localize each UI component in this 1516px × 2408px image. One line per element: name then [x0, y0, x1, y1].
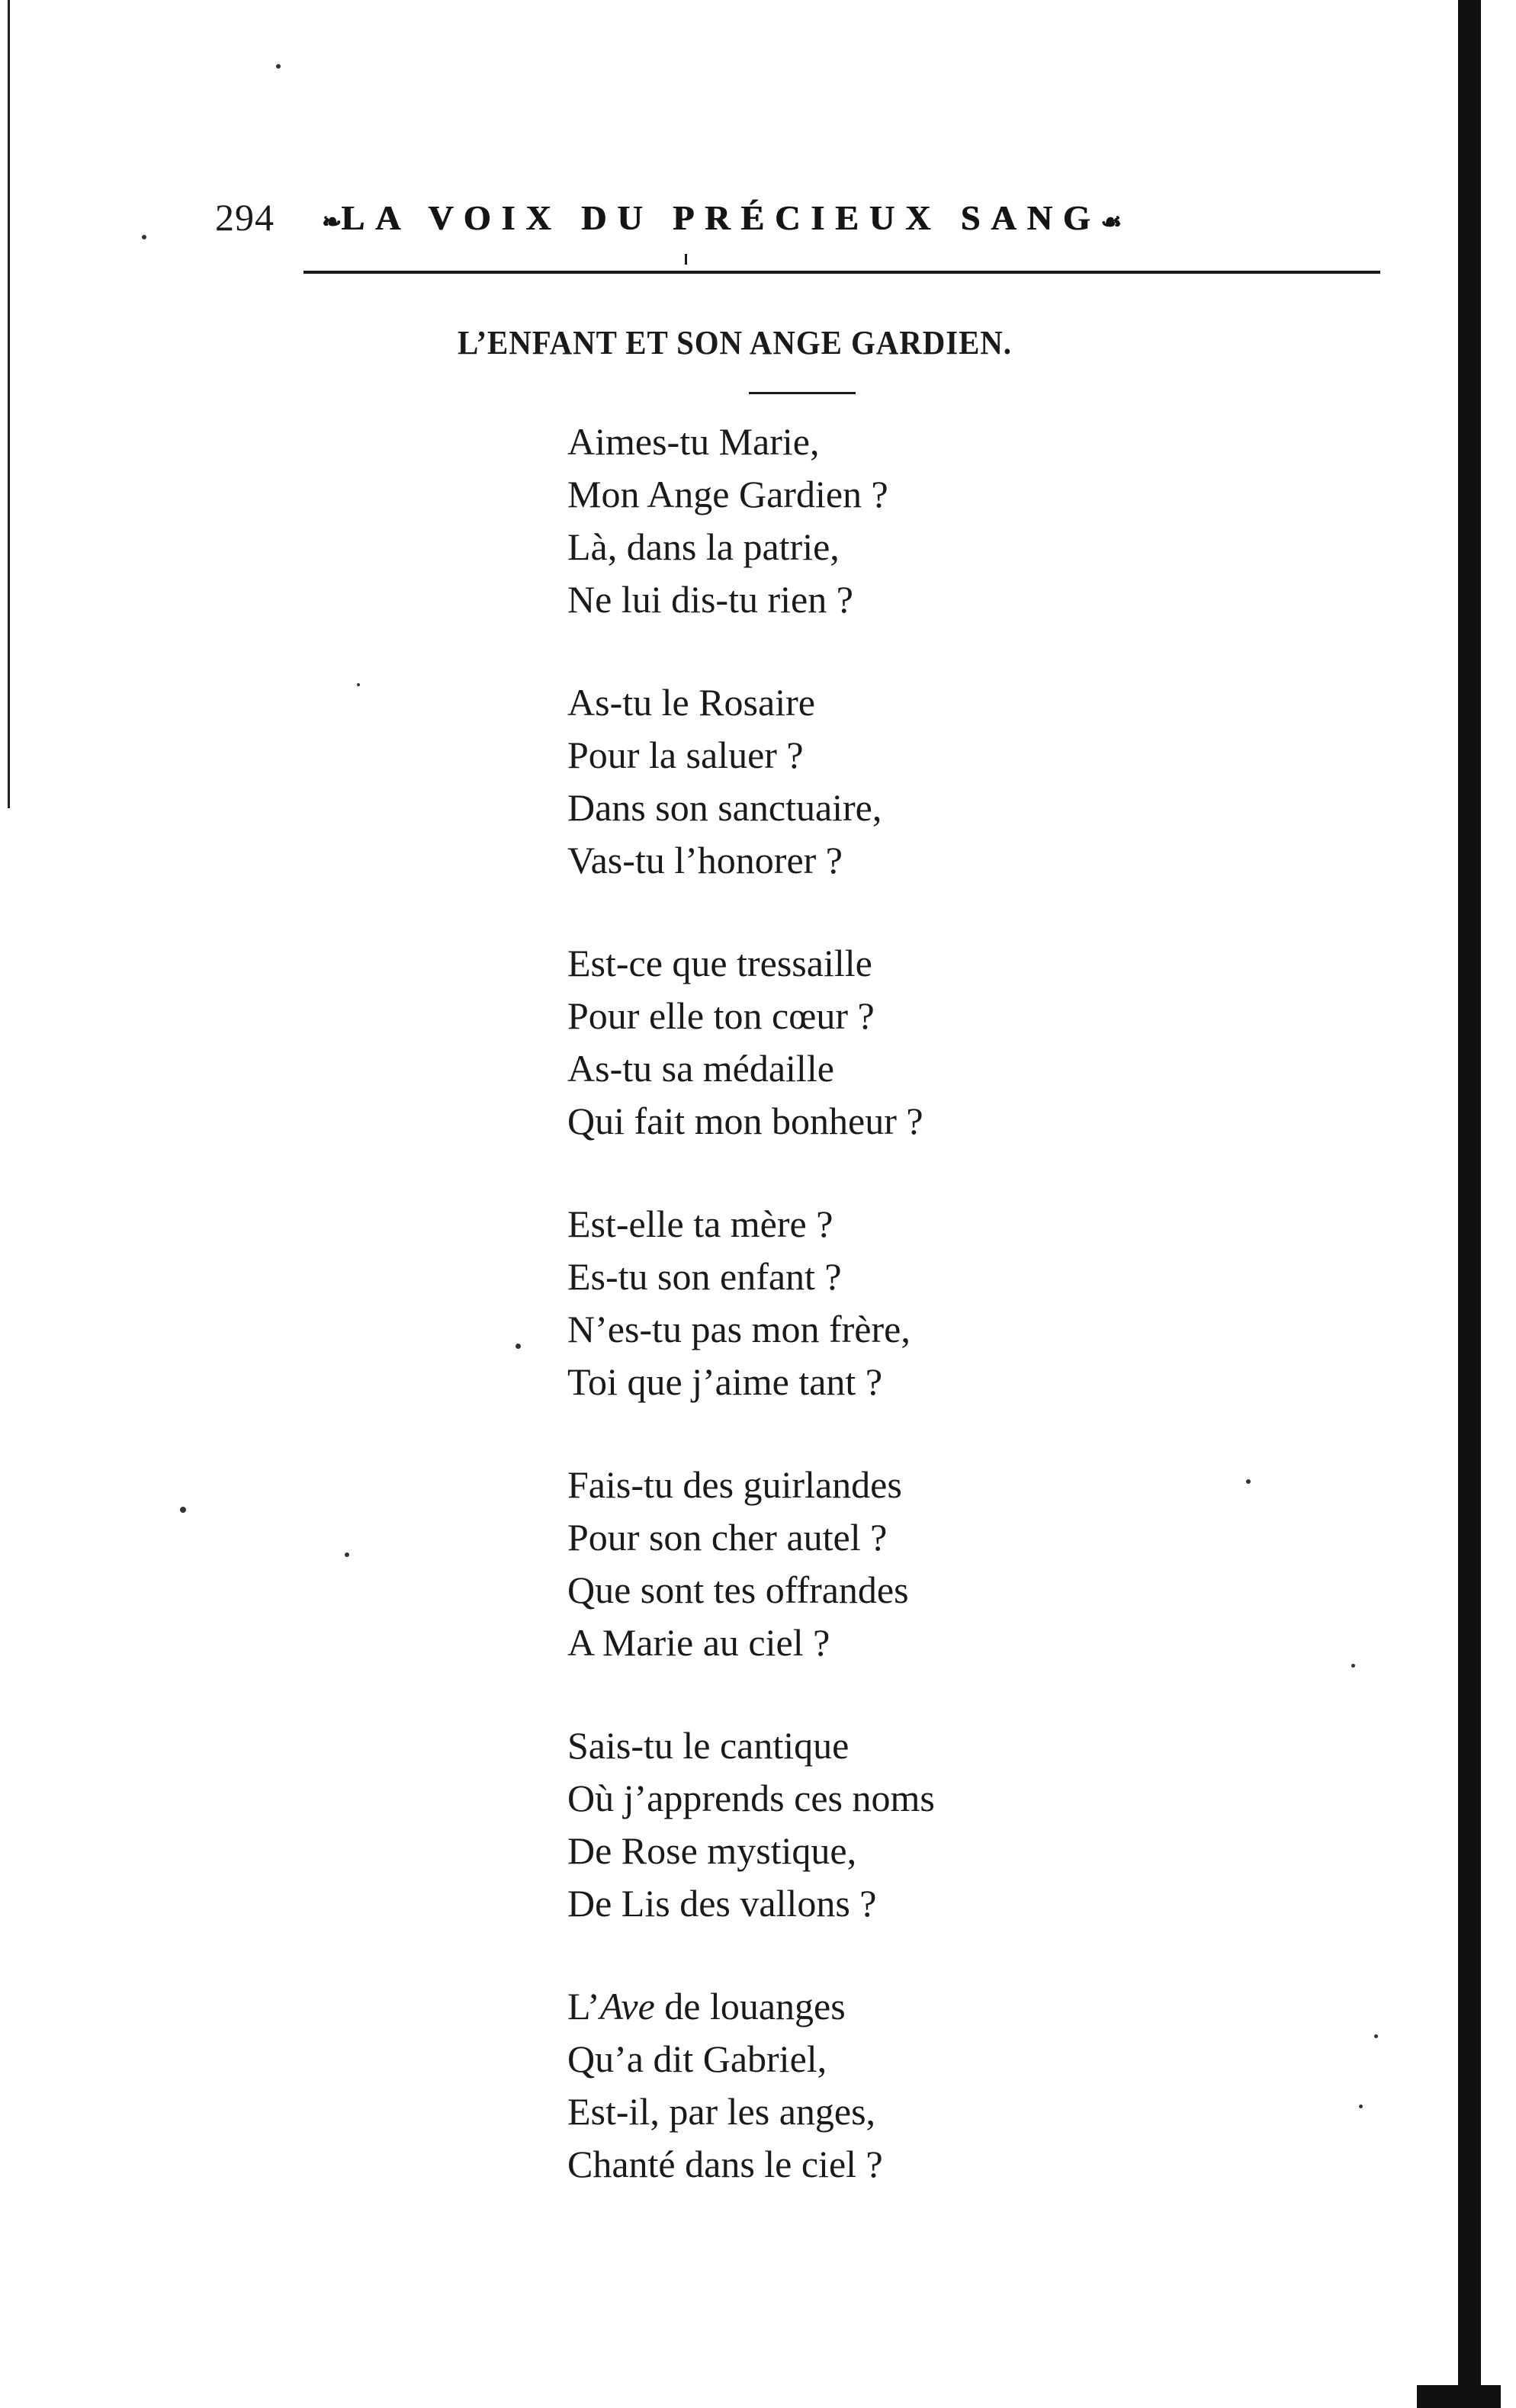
stanza: [567, 1980, 1254, 2191]
stanza: [567, 1719, 1254, 1930]
page-number: 294: [215, 196, 275, 239]
verse-line: Est-ce que tressaille: [567, 942, 872, 984]
verse-line: Vas-tu l’honorer ?: [567, 839, 843, 881]
scan-speck: [516, 1344, 521, 1349]
title-rule: [749, 392, 856, 394]
scan-speck: [1351, 1664, 1355, 1668]
verse-line: A Marie au ciel ?: [567, 1621, 830, 1664]
ornament-icon: ☙: [1100, 210, 1122, 235]
verse-line: Aimes-tu Marie,: [567, 420, 820, 463]
scan-speck: [1374, 2034, 1378, 2038]
verse-line: Pour la saluer ?: [567, 734, 804, 776]
scan-speck: [142, 235, 146, 239]
page-left-edge: [8, 0, 10, 808]
poem-title: L’ENFANT ET SON ANGE GARDIEN.: [458, 324, 1012, 361]
verse-line: Qu’a dit Gabriel,: [567, 2037, 827, 2080]
verse-line: Que sont tes offrandes: [567, 1568, 909, 1611]
verse-line: Où j’apprends ces noms: [567, 1777, 935, 1819]
running-title: [322, 197, 1121, 244]
verse-line: L’Ave de louanges: [567, 1985, 846, 2028]
verse-line: Pour son cher autel ?: [567, 1516, 888, 1559]
verse-line: N’es-tu pas mon frère,: [567, 1308, 911, 1350]
verse-line: De Lis des vallons ?: [567, 1882, 877, 1925]
header-tick-mark: [685, 254, 687, 265]
verse-line: Dans son sanctuaire,: [567, 786, 882, 829]
running-title-text: LA VOIX DU PRÉCIEUX SANG: [341, 198, 1101, 237]
verse-line: Pour elle ton cœur ?: [567, 994, 875, 1037]
scan-speck: [345, 1552, 349, 1557]
verse-line: Est-elle ta mère ?: [567, 1202, 833, 1245]
scan-speck: [1359, 2105, 1363, 2108]
stanza: [567, 1459, 1254, 1669]
page-right-edge: [1458, 0, 1481, 2408]
verse-line: Sais-tu le cantique: [567, 1724, 850, 1767]
page-corner-shadow: [1417, 2385, 1501, 2408]
poem-body: [567, 416, 1254, 2241]
verse-line: Là, dans la patrie,: [567, 525, 840, 568]
verse-line: De Rose mystique,: [567, 1829, 857, 1872]
scan-speck: [180, 1507, 186, 1513]
scan-speck: [276, 64, 281, 69]
verse-line: Fais-tu des guirlandes: [567, 1463, 902, 1506]
verse-line: Qui fait mon bonheur ?: [567, 1100, 923, 1142]
ornament-icon: ❧: [322, 210, 342, 235]
verse-line: As-tu le Rosaire: [567, 681, 815, 724]
header-rule: [304, 271, 1380, 274]
stanza: [567, 1198, 1254, 1408]
verse-line: Est-il, par les anges,: [567, 2090, 876, 2133]
stanza: [567, 676, 1254, 887]
stanza: [567, 937, 1254, 1148]
running-header: [215, 191, 1382, 244]
italic-word: Ave: [599, 1985, 655, 2028]
verse-line: As-tu sa médaille: [567, 1047, 834, 1090]
scan-speck: [1246, 1479, 1251, 1484]
verse-line: Mon Ange Gardien ?: [567, 473, 888, 515]
verse-line: Ne lui dis-tu rien ?: [567, 578, 853, 621]
stanza: [567, 416, 1254, 626]
verse-line: Toi que j’aime tant ?: [567, 1360, 883, 1403]
scan-speck: [357, 683, 360, 686]
verse-line: Es-tu son enfant ?: [567, 1255, 842, 1298]
verse-line: Chanté dans le ciel ?: [567, 2143, 883, 2185]
